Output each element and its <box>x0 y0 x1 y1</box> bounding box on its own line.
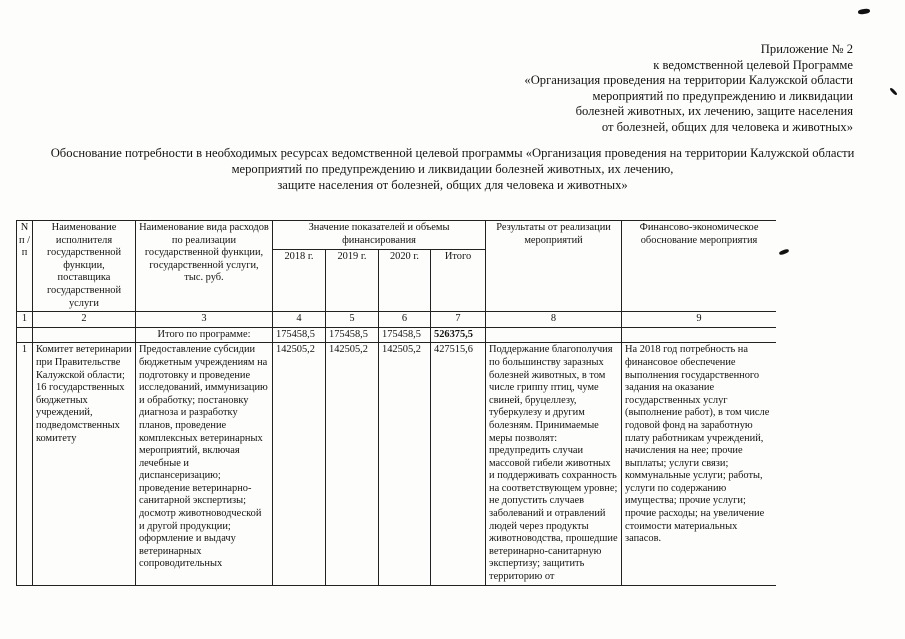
total-2018: 175458,5 <box>273 327 326 343</box>
column-number: 6 <box>379 312 431 328</box>
total-2020: 175458,5 <box>379 327 431 343</box>
header-row <box>17 221 777 250</box>
header-expense: Наименование вида расходов по реализации государственной функции, государственной услуги, тыс. руб. <box>136 221 273 312</box>
header-total: Итого <box>431 250 486 312</box>
header-results: Результаты от реализации мероприятий <box>486 221 622 312</box>
column-number: 8 <box>486 312 622 328</box>
header-executor: Наименование исполнителя государственной функции, поставщика государственной услуги <box>33 221 136 312</box>
resource-table <box>16 220 776 586</box>
column-number: 3 <box>136 312 273 328</box>
total-label: Итого по программе: <box>136 327 273 343</box>
header-justification: Финансово-экономическое обоснование мероприятия <box>622 221 776 312</box>
appendix-line: Приложение № 2 <box>760 42 853 56</box>
title-line: мероприятий по предупреждению и ликвидации болезней животных, их лечению, <box>231 161 674 176</box>
header-2018: 2018 г. <box>273 250 326 312</box>
total-row <box>17 327 777 343</box>
column-number: 2 <box>33 312 136 328</box>
column-number: 1 <box>17 312 33 328</box>
row-2020: 142505,2 <box>379 343 431 585</box>
row-total: 427515,6 <box>431 343 486 585</box>
total-sum: 526375,5 <box>431 327 486 343</box>
appendix-header <box>433 42 853 136</box>
column-number: 7 <box>431 312 486 328</box>
header-num: N п / п <box>17 221 33 312</box>
header-2020: 2020 г. <box>379 250 431 312</box>
row-2018: 142505,2 <box>273 343 326 585</box>
total-2019: 175458,5 <box>326 327 379 343</box>
header-2019: 2019 г. <box>326 250 379 312</box>
appendix-line: от болезней, общих для человека и животных» <box>601 119 853 134</box>
column-number-row <box>17 312 777 328</box>
column-number: 9 <box>622 312 776 328</box>
column-number: 4 <box>273 312 326 328</box>
resource-table-container <box>16 220 776 594</box>
scan-mark <box>889 87 897 95</box>
row-executor: Комитет ветеринарии при Правительстве Калужской области; 16 государственных бюджетных учреждений, подведомственных комитету <box>33 343 136 585</box>
row-expense: Предоставление субсидии бюджетным учреждениям на подготовку и проведение исследований, иммунизацию и обработку; постановку диагноза и разработку планов, проведение комплексных ветеринарных мероприятий, включая лечебные и диспансеризацию; проведение ветеринарно-санитарной экспертизы; досмотр животноводческой и другой продукции; оформление и выдачу ветеринарных сопроводительных <box>136 343 273 585</box>
document-title <box>0 146 905 193</box>
row-justification: На 2018 год потребность на финансовое обеспечение выполнения государственного задания на оказание государственных услуг (выполнение работ), в том числе годовой фонд на заработную плату работникам учреждений, начисления на нее; прочие выплаты; услуги связи; коммунальные услуги; работы, услуги по содержанию имущества; прочие услуги; прочие расходы; на увеличение стоимости материальных запасов. <box>622 343 776 585</box>
appendix-line: мероприятий по предупреждению и ликвидации <box>592 88 853 103</box>
appendix-line: болезней животных, их лечению, защите населения <box>575 104 853 119</box>
title-line: Обоснование потребности в необходимых ресурсах ведомственной целевой программы «Организация проведения на территории Калужской области <box>50 146 855 160</box>
row-results: Поддержание благополучия по большинству заразных болезней животных, в том числе гриппу птиц, чуме свиней, бруцеллезу, туберкулезу и другим болезням. Принимаемые меры позволят: предупредить случаи массовой гибели животных и поддерживать сохранность на соответствующем уровне; не допустить случаев заболеваний и отравлений людей через продукты животноводства, прошедшие ветеринарно-санитарную экспертизу; защитить территорию от <box>486 343 622 585</box>
appendix-line: к ведомственной целевой Программе <box>653 57 853 72</box>
row-num: 1 <box>17 343 33 585</box>
appendix-line: «Организация проведения на территории Калужской области <box>524 73 853 88</box>
column-number: 5 <box>326 312 379 328</box>
scan-mark <box>779 248 790 255</box>
header-values-group: Значение показателей и объемы финансирования <box>273 221 486 250</box>
table-row <box>17 343 777 585</box>
row-2019: 142505,2 <box>326 343 379 585</box>
scan-mark <box>858 8 871 15</box>
title-line: защите населения от болезней, общих для человека и животных» <box>277 177 628 192</box>
